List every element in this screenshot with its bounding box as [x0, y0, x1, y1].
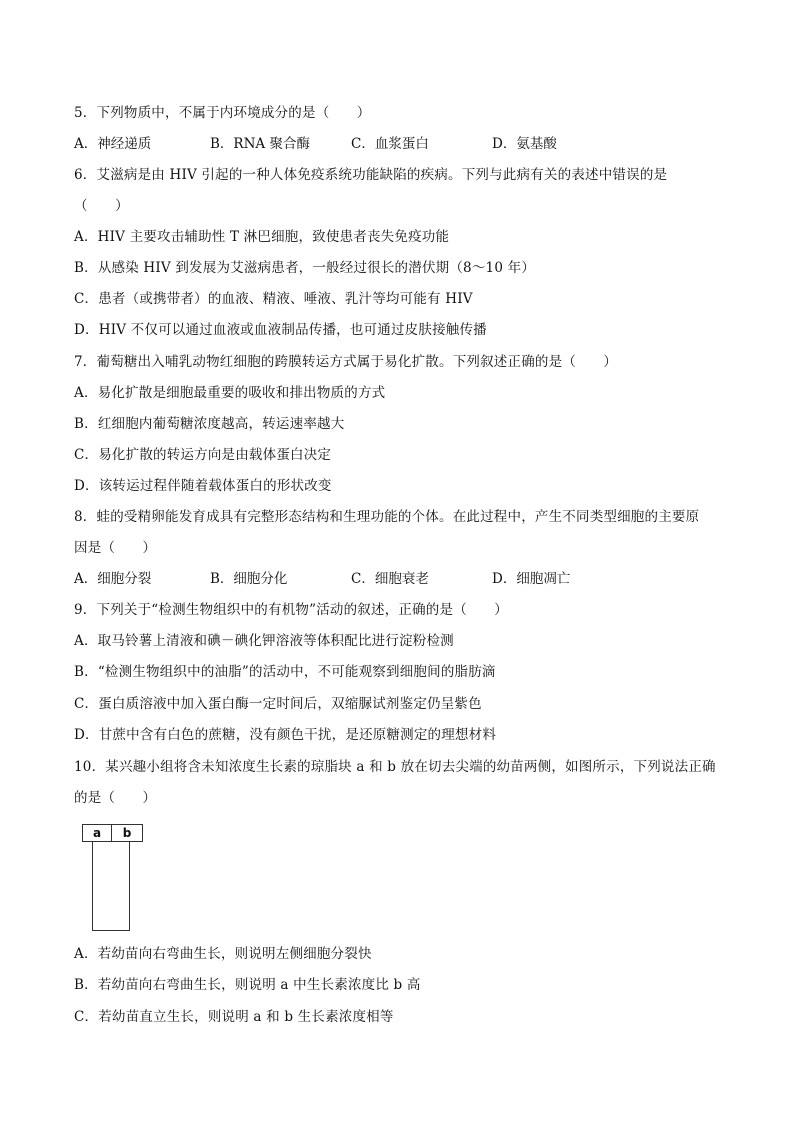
q7-option-d[interactable]: D．该转运过程伴随着载体蛋白的形状改变	[74, 478, 332, 494]
q10-stem-line1: 10．某兴趣小组将含未知浓度生长素的琼脂块 a 和 b 放在切去尖端的幼苗两侧，如图所示，下列说法正确	[74, 759, 716, 775]
q10-option-b[interactable]: B．若幼苗向右弯曲生长，则说明 a 中生长素浓度比 b 高	[74, 977, 421, 993]
q8-option-a[interactable]: A．细胞分裂	[74, 571, 152, 587]
q6-option-a[interactable]: A．HIV 主要攻击辅助性 T 淋巴细胞，致使患者丧失免疫功能	[74, 229, 450, 245]
q9-stem: 9．下列关于“检测生物组织中的有机物”活动的叙述，正确的是（ ）	[74, 602, 508, 618]
q7-option-a[interactable]: A．易化扩散是细胞最重要的吸收和排出物质的方式	[74, 385, 386, 401]
q8-option-c[interactable]: C．细胞衰老	[351, 571, 429, 587]
q10-option-a[interactable]: A．若幼苗向右弯曲生长，则说明左侧细胞分裂快	[74, 946, 372, 962]
agar-block-b-label: b	[122, 826, 132, 840]
q7-stem: 7．葡萄糖出入哺乳动物红细胞的跨膜转运方式属于易化扩散。下列叙述正确的是（ ）	[74, 354, 618, 370]
q5-option-c[interactable]: C．血浆蛋白	[351, 136, 429, 152]
q9-option-c[interactable]: C．蛋白质溶液中加入蛋白酶一定时间后，双缩脲试剂鉴定仍呈紫色	[74, 696, 482, 712]
q10-stem-line2: 的是（ ）	[74, 790, 157, 806]
agar-block-a	[82, 824, 112, 842]
q5-stem: 5．下列物质中，不属于内环境成分的是（ ）	[74, 105, 371, 121]
q6-option-d[interactable]: D．HIV 不仅可以通过血液或血液制品传播，也可通过皮肤接触传播	[74, 322, 487, 338]
q5-option-b[interactable]: B．RNA 聚合酶	[210, 136, 310, 152]
decapitated-seedling	[92, 841, 130, 931]
q10-option-c[interactable]: C．若幼苗直立生长，则说明 a 和 b 生长素浓度相等	[74, 1009, 394, 1025]
seedling-figure	[82, 824, 152, 932]
agar-block-b	[111, 824, 143, 842]
q5-option-d[interactable]: D．氨基酸	[492, 136, 557, 152]
q9-option-b[interactable]: B．“检测生物组织中的油脂”的活动中，不可能观察到细胞间的脂肪滴	[74, 664, 496, 680]
q8-option-d[interactable]: D．细胞凋亡	[492, 571, 571, 587]
q8-options	[74, 570, 734, 588]
q8-option-b[interactable]: B．细胞分化	[210, 571, 288, 587]
q8-stem-line2: 因是（ ）	[74, 540, 157, 556]
q6-option-c[interactable]: C．患者（或携带者）的血液、精液、唾液、乳汁等均可能有 HIV	[74, 291, 473, 307]
q7-option-c[interactable]: C．易化扩散的转运方向是由载体蛋白决定	[74, 447, 332, 463]
q5-option-a[interactable]: A．神经递质	[74, 136, 152, 152]
agar-block-a-label: a	[92, 826, 102, 840]
q8-stem-line1: 8．蛙的受精卵能发育成具有完整形态结构和生理功能的个体。在此过程中，产生不同类型细胞的主要原	[74, 509, 700, 525]
q6-stem-line2: （ ）	[74, 198, 129, 214]
q7-option-b[interactable]: B．红细胞内葡萄糖浓度越高，转运速率越大	[74, 416, 345, 432]
q6-stem-line1: 6．艾滋病是由 HIV 引起的一种人体免疫系统功能缺陷的疾病。下列与此病有关的表述中错误的是	[74, 167, 668, 183]
q9-option-a[interactable]: A．取马铃薯上清液和碘－碘化钾溶液等体积配比进行淀粉检测	[74, 633, 454, 649]
q5-options	[74, 135, 734, 153]
q9-option-d[interactable]: D．甘蔗中含有白色的蔗糖，没有颜色干扰，是还原糖测定的理想材料	[74, 727, 497, 743]
q6-option-b[interactable]: B．从感染 HIV 到发展为艾滋病患者，一般经过很长的潜伏期（8～10 年）	[74, 260, 536, 276]
